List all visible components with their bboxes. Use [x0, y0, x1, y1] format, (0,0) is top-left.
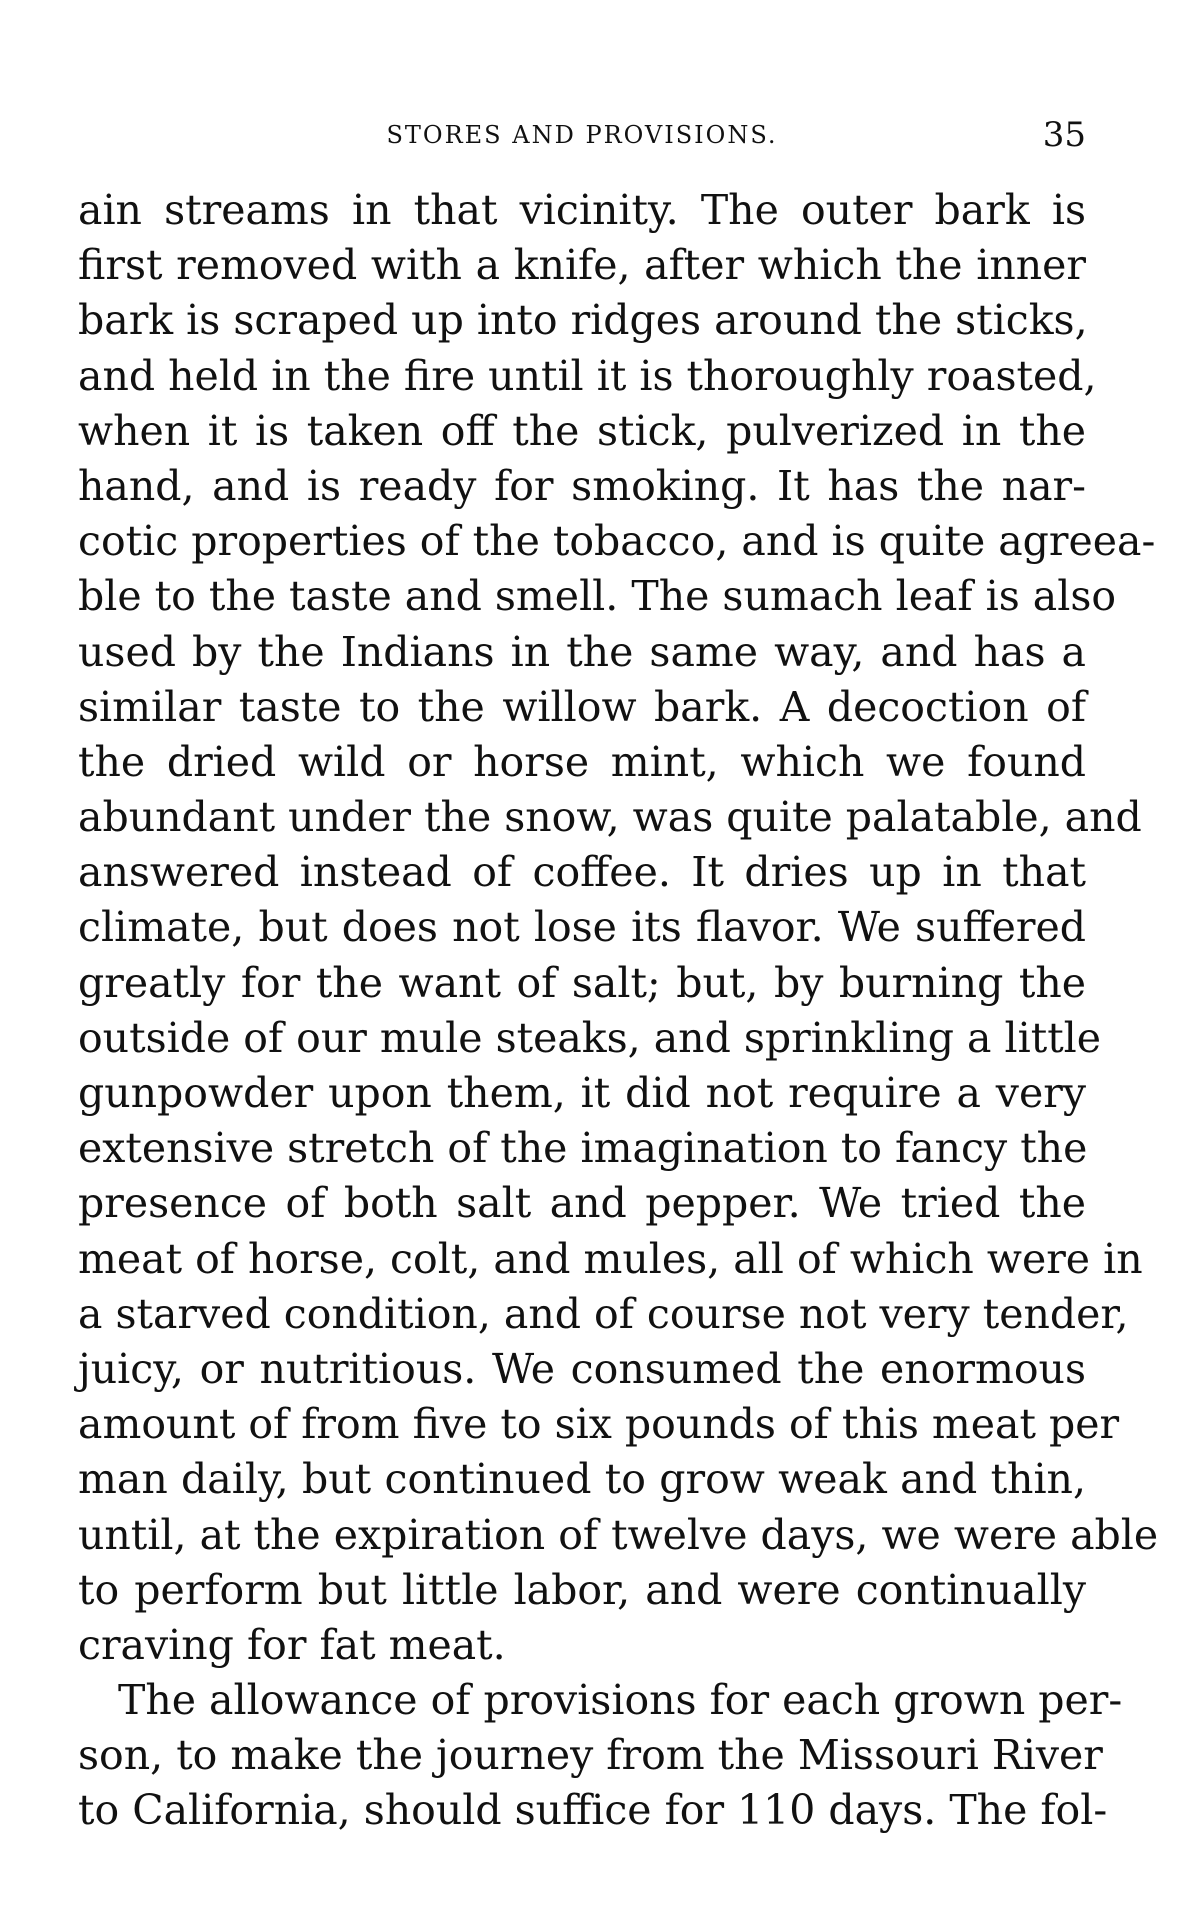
running-head: [78, 115, 1086, 155]
running-title: STORES AND PROVISIONS.: [386, 121, 778, 149]
text-line: man daily, but continued to grow weak and thin,: [78, 1455, 1086, 1504]
text-line: greatly for the want of salt; but, by burning the: [78, 958, 1086, 1007]
paragraph-1: [78, 183, 1159, 1673]
text-line: juicy, or nutritious. We consumed the enormous: [78, 1344, 1086, 1393]
text-line: climate, but does not lose its flavor. We suffered: [78, 903, 1086, 952]
text-line: answered instead of coffee. It dries up in that: [78, 848, 1086, 897]
text-line: craving for fat meat.: [78, 1620, 506, 1669]
text-line: abundant under the snow, was quite palatable, and: [78, 793, 1142, 842]
text-line: outside of our mule steaks, and sprinkling a little: [78, 1013, 1102, 1062]
text-line: similar taste to the willow bark. A decoction of: [78, 682, 1086, 731]
text-line: the dried wild or horse mint, which we found: [78, 737, 1086, 786]
text-line: cotic properties of the tobacco, and is quite agreea-: [78, 517, 1156, 566]
text-line: to perform but little labor, and were continually: [78, 1565, 1086, 1614]
text-line: amount of from five to six pounds of this meat per: [78, 1400, 1120, 1449]
text-line: son, to make the journey from the Missouri River: [78, 1731, 1103, 1780]
text-line: first removed with a knife, after which the inner: [78, 241, 1086, 290]
text-line: and held in the fire until it is thoroughly roasted,: [78, 351, 1097, 400]
text-line: ain streams in that vicinity. The outer bark is: [78, 186, 1086, 234]
text-line: The allowance of provisions for each grown per-: [118, 1676, 1123, 1725]
text-line: extensive stretch of the imagination to fancy the: [78, 1124, 1088, 1173]
text-line: gunpowder upon them, it did not require a very: [78, 1069, 1086, 1117]
text-line: a starved condition, and of course not very tender,: [78, 1289, 1129, 1338]
text-line: when it is taken off the stick, pulverized in the: [78, 406, 1086, 455]
text-line: to California, should suffice for 110 days. The fol-: [78, 1786, 1108, 1835]
text-line: used by the Indians in the same way, and has a: [78, 627, 1086, 676]
text-line: until, at the expiration of twelve days, we were able: [78, 1510, 1159, 1559]
body-text: [78, 183, 1159, 1839]
text-line: meat of horse, colt, and mules, all of which were in: [78, 1234, 1143, 1283]
page-number: 35: [1042, 115, 1086, 155]
text-line: hand, and is ready for smoking. It has the nar-: [78, 461, 1086, 510]
text-line: presence of both salt and pepper. We tried the: [78, 1179, 1086, 1228]
text-line: bark is scraped up into ridges around the sticks,: [78, 296, 1088, 345]
text-line: ble to the taste and smell. The sumach leaf is also: [78, 572, 1117, 621]
paragraph-2: [78, 1673, 1123, 1839]
